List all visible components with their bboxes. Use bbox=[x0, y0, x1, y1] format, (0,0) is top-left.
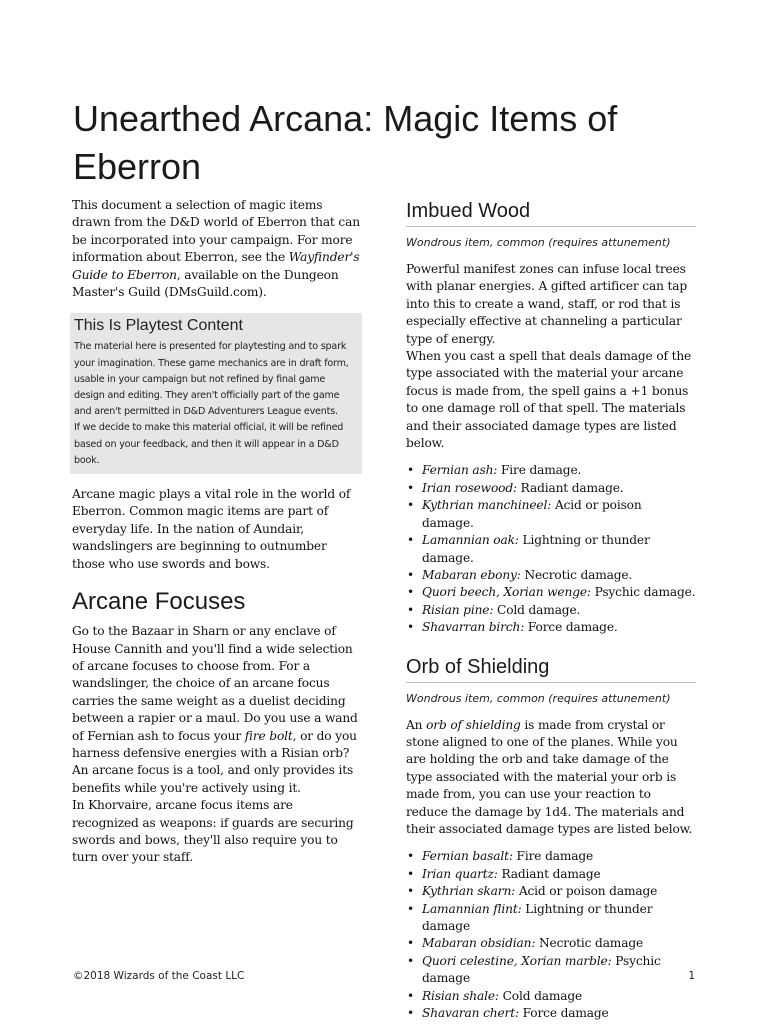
material-name: Irian rosewood: bbox=[422, 480, 517, 495]
copyright: ©2018 Wizards of the Coast LLC bbox=[73, 970, 245, 982]
list-item bbox=[406, 462, 696, 479]
damage-type: Necrotic damage. bbox=[524, 567, 633, 582]
material-name: Kythrian manchineel: bbox=[422, 498, 552, 513]
orb-item-name: orb of shielding bbox=[426, 717, 521, 732]
material-name: Fernian basalt: bbox=[422, 849, 513, 864]
list-item bbox=[406, 602, 696, 619]
orb-text-b: is made from crystal or stone aligned to one of the planes. While you are holding the orb and take damage of the type associated with the material your orb is made from, you can use your reaction to reduce the damage by 1d4. The materials and their associated damage types are listed below. bbox=[406, 717, 693, 836]
material-name: Fernian ash: bbox=[422, 463, 498, 478]
damage-type: Cold damage. bbox=[497, 602, 581, 617]
orb-of-shielding-paragraph bbox=[406, 717, 696, 839]
page-title: Unearthed Arcana: Magic Items of Eberron bbox=[73, 98, 618, 187]
material-name: Quori celestine, Xorian marble: bbox=[422, 953, 612, 968]
list-item bbox=[406, 1005, 696, 1022]
playtest-paragraph-1: The material here is presented for playtesting and to spark your imagination. These game mechanics are in draft form, usable in your campaign but not refined by final game design and editing. They aren't officially part of the game and aren't permitted in D&D Adventurers League events. bbox=[74, 341, 349, 418]
damage-type: Acid or poison damage bbox=[518, 884, 658, 899]
orb-of-shielding-heading: Orb of Shielding bbox=[406, 653, 696, 683]
material-name: Risian pine: bbox=[422, 602, 494, 617]
intro-paragraph bbox=[72, 197, 362, 301]
material-name: Quori beech, Xorian wenge: bbox=[422, 585, 591, 600]
arcane-magic-paragraph: Arcane magic plays a vital role in the world of Eberron. Common magic items are part of everyday life. In the nation of Aundair, wandslingers are beginning to outnumber those who use swords and bows. bbox=[72, 487, 351, 571]
list-item bbox=[406, 866, 696, 883]
list-item bbox=[406, 567, 696, 584]
damage-type: Cold damage bbox=[502, 988, 583, 1003]
intro-text-start: This document a selection of magic items drawn from the D&D world of Eberron that can be incorporated into your campaign. For more information about Eberron, see the bbox=[72, 198, 360, 265]
arcane-focuses-text-b: , or do you harness defensive energies with a Risian orb? An arcane focus is a tool, and only provides its benefits while you're actively using it. bbox=[72, 728, 357, 795]
damage-type: Fire damage. bbox=[500, 463, 582, 478]
imbued-wood-meta: Wondrous item, common (requires attunement) bbox=[406, 236, 671, 249]
arcane-focuses-text-a: Go to the Bazaar in Sharn or any enclave of House Cannith and you'll find a wide selection of arcane focuses to choose from. For a wandslinger, the choice of an arcane focus carries the same weight as a duelist deciding between a rapier or a maul. Do you use a wand of Fernian ash to focus your bbox=[72, 624, 358, 743]
arcane-focuses-paragraph-2: In Khorvaire, arcane focus items are recognized as weapons: if guards are securing swords and bows, they'll also require you to turn over your staff. bbox=[72, 798, 354, 865]
imbued-wood-paragraph-2: When you cast a spell that deals damage of the type associated with the material your arcane focus is made from, the spell gains a +1 bonus to one damage roll of that spell. The materials and their associated damage types are listed below. bbox=[406, 349, 692, 451]
orb-of-shielding-list bbox=[406, 848, 696, 1022]
page-number: 1 bbox=[688, 970, 695, 982]
damage-type: Lightning or thunder damage. bbox=[422, 533, 650, 565]
list-item bbox=[406, 883, 696, 900]
playtest-sidebar bbox=[70, 313, 362, 474]
list-item bbox=[406, 988, 696, 1005]
imbued-wood-list bbox=[406, 462, 696, 636]
material-name: Mabaran ebony: bbox=[422, 567, 521, 582]
arcane-focuses-paragraph-1 bbox=[72, 623, 362, 797]
material-name: Risian shale: bbox=[422, 988, 499, 1003]
material-name: Lamannian flint: bbox=[422, 901, 522, 916]
right-column bbox=[406, 197, 696, 1022]
imbued-wood-paragraph-1: Powerful manifest zones can infuse local trees with planar energies. A gifted artificer can tap into this to create a wand, staff, or rod that is especially effective at channeling a particular type of energy. bbox=[406, 262, 688, 346]
damage-type: Force damage bbox=[522, 1006, 609, 1021]
playtest-paragraph-2: If we decide to make this material official, it will be refined based on your feedback, and then it will appear in a D&D book. bbox=[74, 422, 344, 466]
list-item bbox=[406, 584, 696, 601]
list-item bbox=[406, 619, 696, 636]
list-item bbox=[406, 848, 696, 865]
damage-type: Radiant damage bbox=[501, 866, 601, 881]
left-column bbox=[72, 197, 362, 867]
damage-type: Fire damage bbox=[516, 849, 594, 864]
list-item bbox=[406, 480, 696, 497]
damage-type: Radiant damage. bbox=[520, 480, 624, 495]
arcane-focuses-heading: Arcane Focuses bbox=[72, 588, 246, 616]
list-item bbox=[406, 497, 696, 532]
orb-text-a: An bbox=[406, 717, 427, 732]
damage-type: Lightning or thunder damage bbox=[422, 901, 653, 933]
intro-text-end: , available on the Dungeon Master's Guild (DMsGuild.com). bbox=[72, 267, 339, 300]
material-name: Shavarran birch: bbox=[422, 620, 525, 635]
material-name: Shavaran chert: bbox=[422, 1006, 519, 1021]
page-footer bbox=[73, 970, 695, 982]
fire-bolt-spell: fire bolt bbox=[244, 728, 293, 743]
damage-type: Psychic damage. bbox=[594, 585, 696, 600]
imbued-wood-heading: Imbued Wood bbox=[406, 197, 696, 227]
damage-type: Psychic damage bbox=[422, 953, 661, 986]
book-title: Wayfinder's Guide to Eberron bbox=[72, 250, 360, 282]
orb-of-shielding-meta: Wondrous item, common (requires attunement) bbox=[406, 691, 671, 705]
damage-type: Necrotic damage bbox=[539, 936, 644, 951]
damage-type: Acid or poison damage. bbox=[422, 498, 642, 530]
playtest-heading: This Is Playtest Content bbox=[74, 317, 243, 335]
list-item bbox=[406, 901, 696, 936]
material-name: Irian quartz: bbox=[422, 866, 498, 881]
material-name: Mabaran obsidian: bbox=[422, 936, 536, 951]
list-item bbox=[406, 935, 696, 952]
material-name: Lamannian oak: bbox=[422, 533, 519, 548]
material-name: Kythrian skarn: bbox=[422, 884, 516, 899]
section-gap bbox=[406, 637, 696, 653]
list-item bbox=[406, 532, 696, 567]
damage-type: Force damage. bbox=[527, 620, 618, 635]
